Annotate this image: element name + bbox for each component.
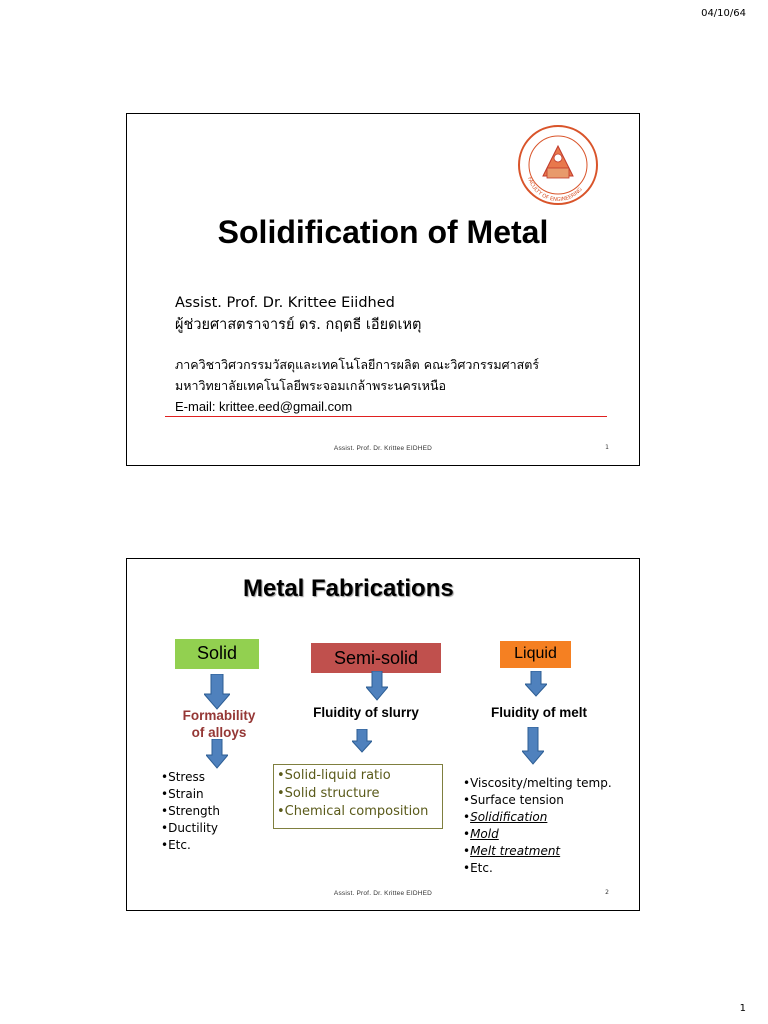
down-arrow-icon bbox=[522, 727, 544, 765]
list-item: •Ductility bbox=[161, 821, 219, 835]
list-item-text: Mold bbox=[470, 827, 499, 841]
divider-line bbox=[165, 416, 607, 417]
formability-line-2: of alloys bbox=[191, 725, 247, 740]
semi-solid-factors-box bbox=[273, 764, 443, 829]
formability-line-1: Formability bbox=[182, 708, 256, 723]
department-block bbox=[175, 354, 539, 417]
list-item: •Strength bbox=[161, 804, 220, 818]
list-item: •Solid-liquid ratio bbox=[277, 768, 391, 783]
slide-2 bbox=[126, 558, 640, 911]
bullet: • bbox=[463, 844, 471, 858]
semi-solid-box: Semi-solid bbox=[311, 643, 441, 673]
author-name-en: Assist. Prof. Dr. Krittee Eiidhed bbox=[175, 295, 395, 311]
list-item bbox=[463, 843, 612, 860]
list-item-text: Solidification bbox=[470, 810, 548, 824]
list-item: •Etc. bbox=[161, 838, 191, 852]
slide-number: 1 bbox=[605, 444, 609, 451]
slide-title: Solidification of Metal bbox=[217, 214, 549, 250]
fluidity-melt-label: Fluidity of melt bbox=[491, 705, 587, 720]
email: E-mail: krittee.eed@gmail.com bbox=[175, 399, 353, 414]
list-item: •Stress bbox=[161, 770, 205, 784]
slide-1 bbox=[126, 113, 640, 466]
down-arrow-icon bbox=[525, 671, 547, 697]
department-line-1: ภาควิชาวิศวกรรมวัสดุและเทคโนโลยีการผลิต คณะวิศวกรรมศาสตร์ bbox=[175, 357, 540, 372]
slide-footer: Assist. Prof. Dr. Krittee EIDHED bbox=[333, 445, 433, 452]
list-item bbox=[463, 826, 612, 843]
bullet: • bbox=[463, 810, 471, 824]
seal-text: FACULTY OF ENGINEERING bbox=[526, 176, 584, 204]
down-arrow-icon bbox=[352, 729, 372, 753]
fluidity-slurry-label: Fluidity of slurry bbox=[313, 705, 419, 720]
slide-footer: Assist. Prof. Dr. Krittee EIDHED bbox=[333, 890, 433, 897]
slide-title: Metal Fabrications bbox=[243, 575, 454, 602]
list-item: •Etc. bbox=[463, 861, 493, 875]
university-seal-icon bbox=[517, 124, 599, 206]
solid-box: Solid bbox=[175, 639, 259, 669]
list-item: •Strain bbox=[161, 787, 204, 801]
down-arrow-icon bbox=[206, 739, 228, 769]
list-item: •Solid structure bbox=[277, 786, 380, 801]
page-date: 04/10/64 bbox=[701, 8, 746, 19]
list-item-text: Melt treatment bbox=[470, 844, 561, 858]
slide-number: 2 bbox=[605, 889, 609, 896]
author-block bbox=[175, 292, 421, 336]
down-arrow-icon bbox=[366, 671, 388, 701]
list-item: •Chemical composition bbox=[277, 804, 429, 819]
formability-label bbox=[175, 707, 263, 741]
list-item: •Viscosity/melting temp. bbox=[463, 776, 612, 790]
solid-properties-list bbox=[161, 769, 220, 854]
page-number: 1 bbox=[739, 1003, 746, 1014]
author-name-th: ผู้ช่วยศาสตราจารย์ ดร. กฤตธี เอียดเหตุ bbox=[175, 317, 422, 333]
list-item: •Surface tension bbox=[463, 793, 564, 807]
liquid-box: Liquid bbox=[500, 641, 571, 668]
list-item bbox=[463, 809, 612, 826]
bullet: • bbox=[463, 827, 471, 841]
liquid-factors-list bbox=[463, 775, 612, 877]
down-arrow-icon bbox=[204, 674, 230, 710]
department-line-2: มหาวิทยาลัยเทคโนโลยีพระจอมเกล้าพระนครเหนือ bbox=[175, 378, 447, 393]
